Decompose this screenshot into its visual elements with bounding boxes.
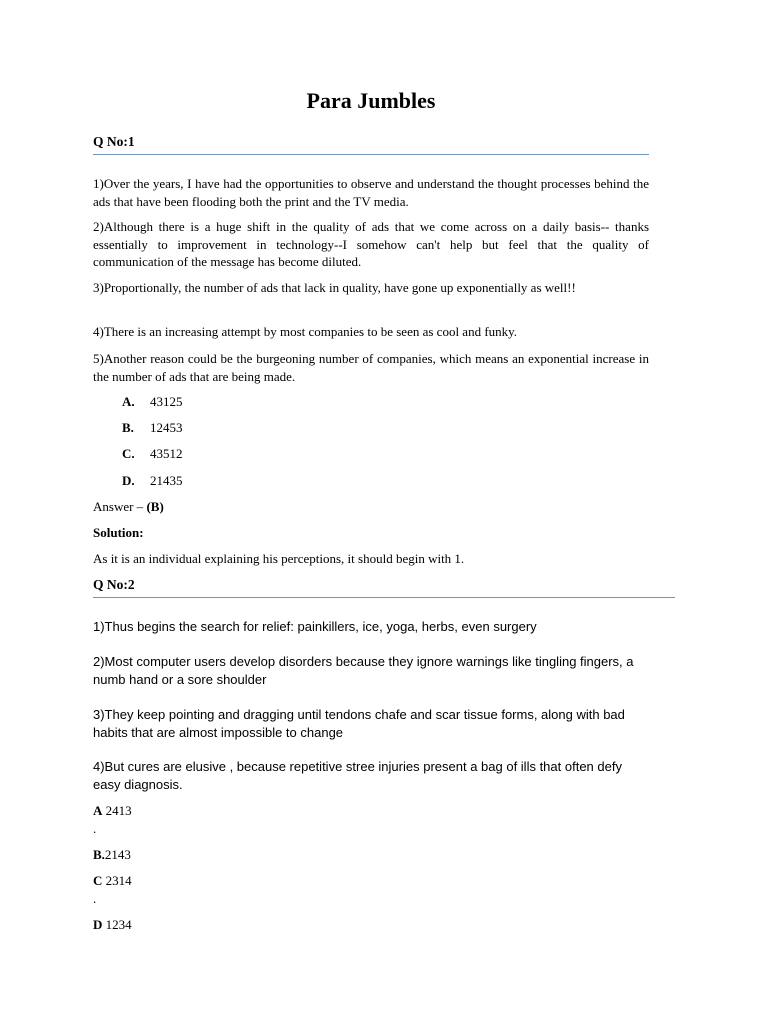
option-value: 2143 — [104, 847, 131, 862]
q1-solution-text: As it is an individual explaining his perceptions, it should begin with 1. — [93, 551, 465, 566]
q2-option-b[interactable] — [93, 846, 131, 864]
question-2-divider — [93, 597, 675, 598]
question-2-heading: Q No:2 — [93, 577, 135, 592]
option-value: 21435 — [150, 473, 183, 488]
q2-sentence-3: 3)They keep pointing and dragging until tendons chafe and scar tissue forms, along with bad habits that are almost impossible to change — [93, 707, 625, 740]
question-1-heading: Q No:1 — [93, 134, 135, 149]
option-letter: B. — [93, 847, 105, 862]
q1-option-b[interactable] — [122, 419, 183, 437]
option-value: 43512 — [150, 446, 183, 461]
q2-option-d[interactable] — [93, 916, 132, 934]
q2-sentence-1: 1)Thus begins the search for relief: painkillers, ice, yoga, herbs, even surgery — [93, 619, 537, 634]
option-letter: C. — [122, 446, 135, 461]
q1-option-d[interactable] — [122, 472, 183, 490]
option-letter: A — [93, 803, 103, 818]
q1-sentence-5: 5)Another reason could be the burgeoning number of companies, which means an exponential increase in the number of ads that are being made. — [93, 351, 649, 384]
q1-sentence-2: 2)Although there is a huge shift in the quality of ads that we come across on a daily basis-- thanks essentially to improvement in technology--I somehow can't help but feel that the quality of communication of the message has become diluted. — [93, 219, 649, 269]
q1-sentence-4: 4)There is an increasing attempt by most companies to be seen as cool and funky. — [93, 324, 518, 339]
option-value: 43125 — [150, 394, 183, 409]
q2-sentence-2: 2)Most computer users develop disorders because they ignore warnings like tingling fingers, a numb hand or a sore shoulder — [93, 654, 634, 687]
q2-option-c[interactable] — [93, 872, 132, 890]
option-value: 12453 — [150, 420, 183, 435]
option-value: 2314 — [102, 873, 132, 888]
q1-sentence-1: 1)Over the years, I have had the opportunities to observe and understand the thought processes behind the ads that have been flooding both the print and the TV media. — [93, 176, 649, 209]
option-letter: A. — [122, 394, 135, 409]
q1-sentence-3: 3)Proportionally, the number of ads that lack in quality, have gone up exponentially as well!! — [93, 280, 576, 295]
page-title: Para Jumbles — [306, 88, 436, 113]
option-value: 2413 — [102, 803, 132, 818]
question-1-divider — [93, 154, 649, 155]
q1-option-c[interactable] — [122, 445, 183, 463]
option-letter: D — [93, 917, 103, 932]
option-letter: B. — [122, 420, 134, 435]
answer-prefix: Answer – — [93, 499, 147, 514]
q2-option-a-dot: . — [93, 821, 97, 836]
q2-option-c-dot: . — [93, 891, 97, 906]
q2-option-a[interactable] — [93, 802, 132, 820]
option-letter: C — [93, 873, 103, 888]
option-letter: D. — [122, 473, 135, 488]
answer-value: (B) — [146, 499, 164, 514]
q1-solution-label: Solution: — [93, 525, 144, 540]
q2-sentence-4: 4)But cures are elusive , because repetitive stree injuries present a bag of ills that often defy easy diagnosis. — [93, 759, 622, 792]
option-value: 1234 — [102, 917, 132, 932]
q1-answer — [93, 498, 164, 516]
q1-option-a[interactable] — [122, 393, 183, 411]
